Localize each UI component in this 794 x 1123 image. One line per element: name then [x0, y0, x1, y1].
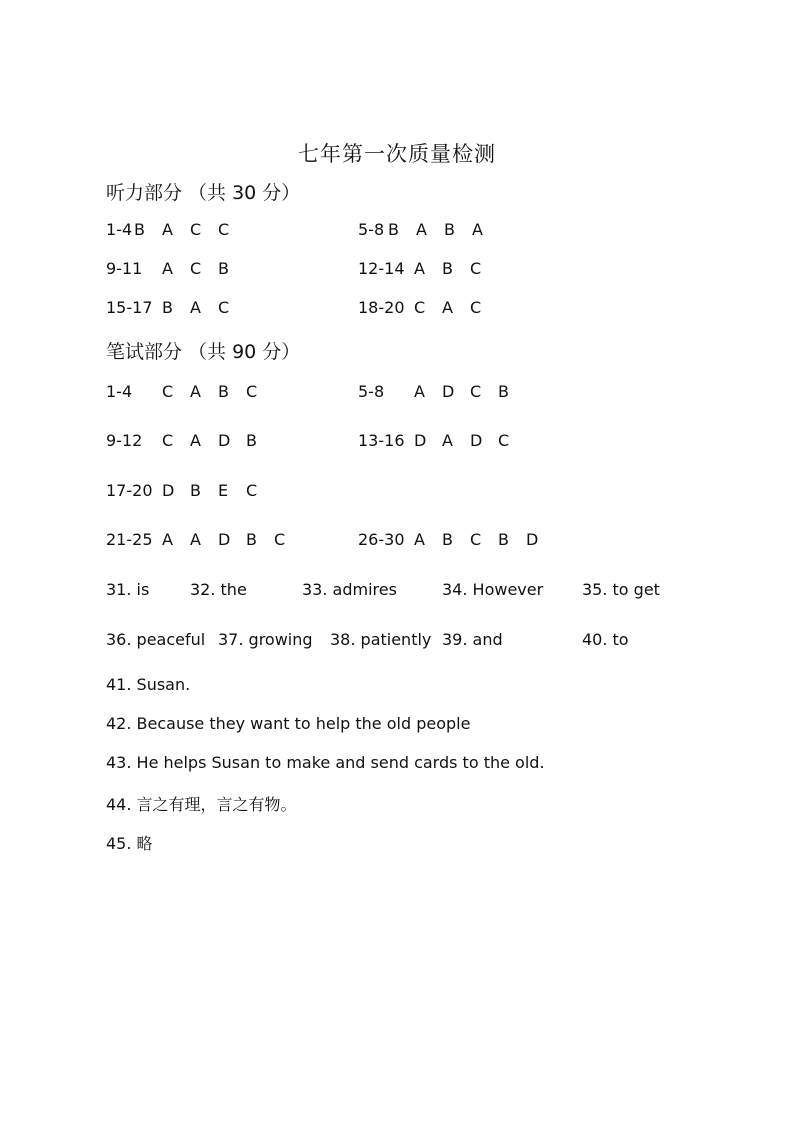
answer-41: 41. Susan.: [106, 675, 191, 694]
answer: D: [526, 530, 539, 549]
answer-group: [162, 259, 246, 278]
answer: C: [162, 382, 174, 401]
answer: A: [472, 220, 483, 239]
written-heading: 笔试部分 （共 90 分）: [106, 341, 301, 363]
question-range: 18-20: [358, 298, 405, 317]
answer: C: [470, 530, 482, 549]
answer: C: [246, 382, 258, 401]
answer: A: [416, 220, 427, 239]
answer: B: [498, 530, 509, 549]
answer-group: [414, 259, 498, 278]
question-range: 5-8: [358, 382, 385, 401]
answer: B: [442, 530, 453, 549]
question-range: 1-4: [106, 382, 133, 401]
question-range: 9-11: [106, 259, 143, 278]
answer: B: [218, 259, 229, 278]
answer: B: [498, 382, 509, 401]
answer: A: [414, 259, 425, 278]
question-range: 26-30: [358, 530, 405, 549]
answer: B: [442, 259, 453, 278]
answer: D: [218, 431, 231, 450]
answer-group: [414, 382, 526, 401]
answer-group: [162, 481, 274, 500]
page-title: 七年第一次质量检测: [298, 142, 496, 166]
answer: C: [190, 259, 202, 278]
answer: C: [218, 298, 230, 317]
fill-answer: 35. to get: [582, 580, 660, 599]
question-range: 9-12: [106, 431, 143, 450]
answer: B: [246, 530, 257, 549]
answer: D: [442, 382, 455, 401]
fill-answer: 38. patiently: [330, 630, 432, 649]
question-range: 12-14: [358, 259, 405, 278]
question-range: 15-17: [106, 298, 153, 317]
question-range: 21-25: [106, 530, 153, 549]
answer: A: [162, 220, 173, 239]
answer: C: [162, 431, 174, 450]
answer: C: [470, 298, 482, 317]
answer: A: [190, 382, 201, 401]
answer: C: [274, 530, 286, 549]
answer: B: [388, 220, 399, 239]
answer-44: 44. 言之有理，言之有物。: [106, 795, 297, 814]
fill-answer: 36. peaceful: [106, 630, 206, 649]
answer-42: 42. Because they want to help the old people: [106, 714, 471, 733]
answer: D: [414, 431, 427, 450]
answer-group: [162, 298, 246, 317]
fill-answer: 32. the: [190, 580, 247, 599]
answer-group: [414, 530, 554, 549]
answer: B: [246, 431, 257, 450]
answer: A: [162, 259, 173, 278]
answer-45: 45. 略: [106, 834, 153, 853]
answer: C: [218, 220, 230, 239]
answer-group: [162, 431, 274, 450]
answer: C: [414, 298, 426, 317]
answer: A: [442, 298, 453, 317]
question-range: 5-8: [358, 220, 385, 239]
fill-answer: 34. However: [442, 580, 544, 599]
answer: D: [162, 481, 175, 500]
answer-group: [162, 382, 274, 401]
answer: B: [190, 481, 201, 500]
answer-group: [134, 220, 246, 239]
listening-heading: 听力部分 （共 30 分）: [106, 182, 301, 204]
answer: E: [218, 481, 229, 500]
answer-43: 43. He helps Susan to make and send cards to the old.: [106, 753, 545, 772]
answer: B: [218, 382, 229, 401]
answer: D: [218, 530, 231, 549]
answer: C: [190, 220, 202, 239]
answer: B: [444, 220, 455, 239]
question-range: 13-16: [358, 431, 405, 450]
answer: C: [498, 431, 510, 450]
answer: A: [442, 431, 453, 450]
answer: A: [414, 530, 425, 549]
question-range: 17-20: [106, 481, 153, 500]
answer: B: [134, 220, 145, 239]
fill-answer: 40. to: [582, 630, 629, 649]
answer: A: [162, 530, 173, 549]
answer: A: [190, 530, 201, 549]
answer: C: [470, 259, 482, 278]
fill-answer: 33. admires: [302, 580, 397, 599]
fill-answer: 37. growing: [218, 630, 313, 649]
fill-answer: 39. and: [442, 630, 503, 649]
question-range: 1-4: [106, 220, 133, 239]
answer-group: [162, 530, 302, 549]
fill-answer: 31. is: [106, 580, 150, 599]
answer: A: [190, 431, 201, 450]
answer: C: [246, 481, 258, 500]
answer-group: [414, 431, 526, 450]
answer-group: [388, 220, 500, 239]
answer: D: [470, 431, 483, 450]
answer: C: [470, 382, 482, 401]
answer: A: [414, 382, 425, 401]
answer: A: [190, 298, 201, 317]
answer: B: [162, 298, 173, 317]
answer-group: [414, 298, 498, 317]
